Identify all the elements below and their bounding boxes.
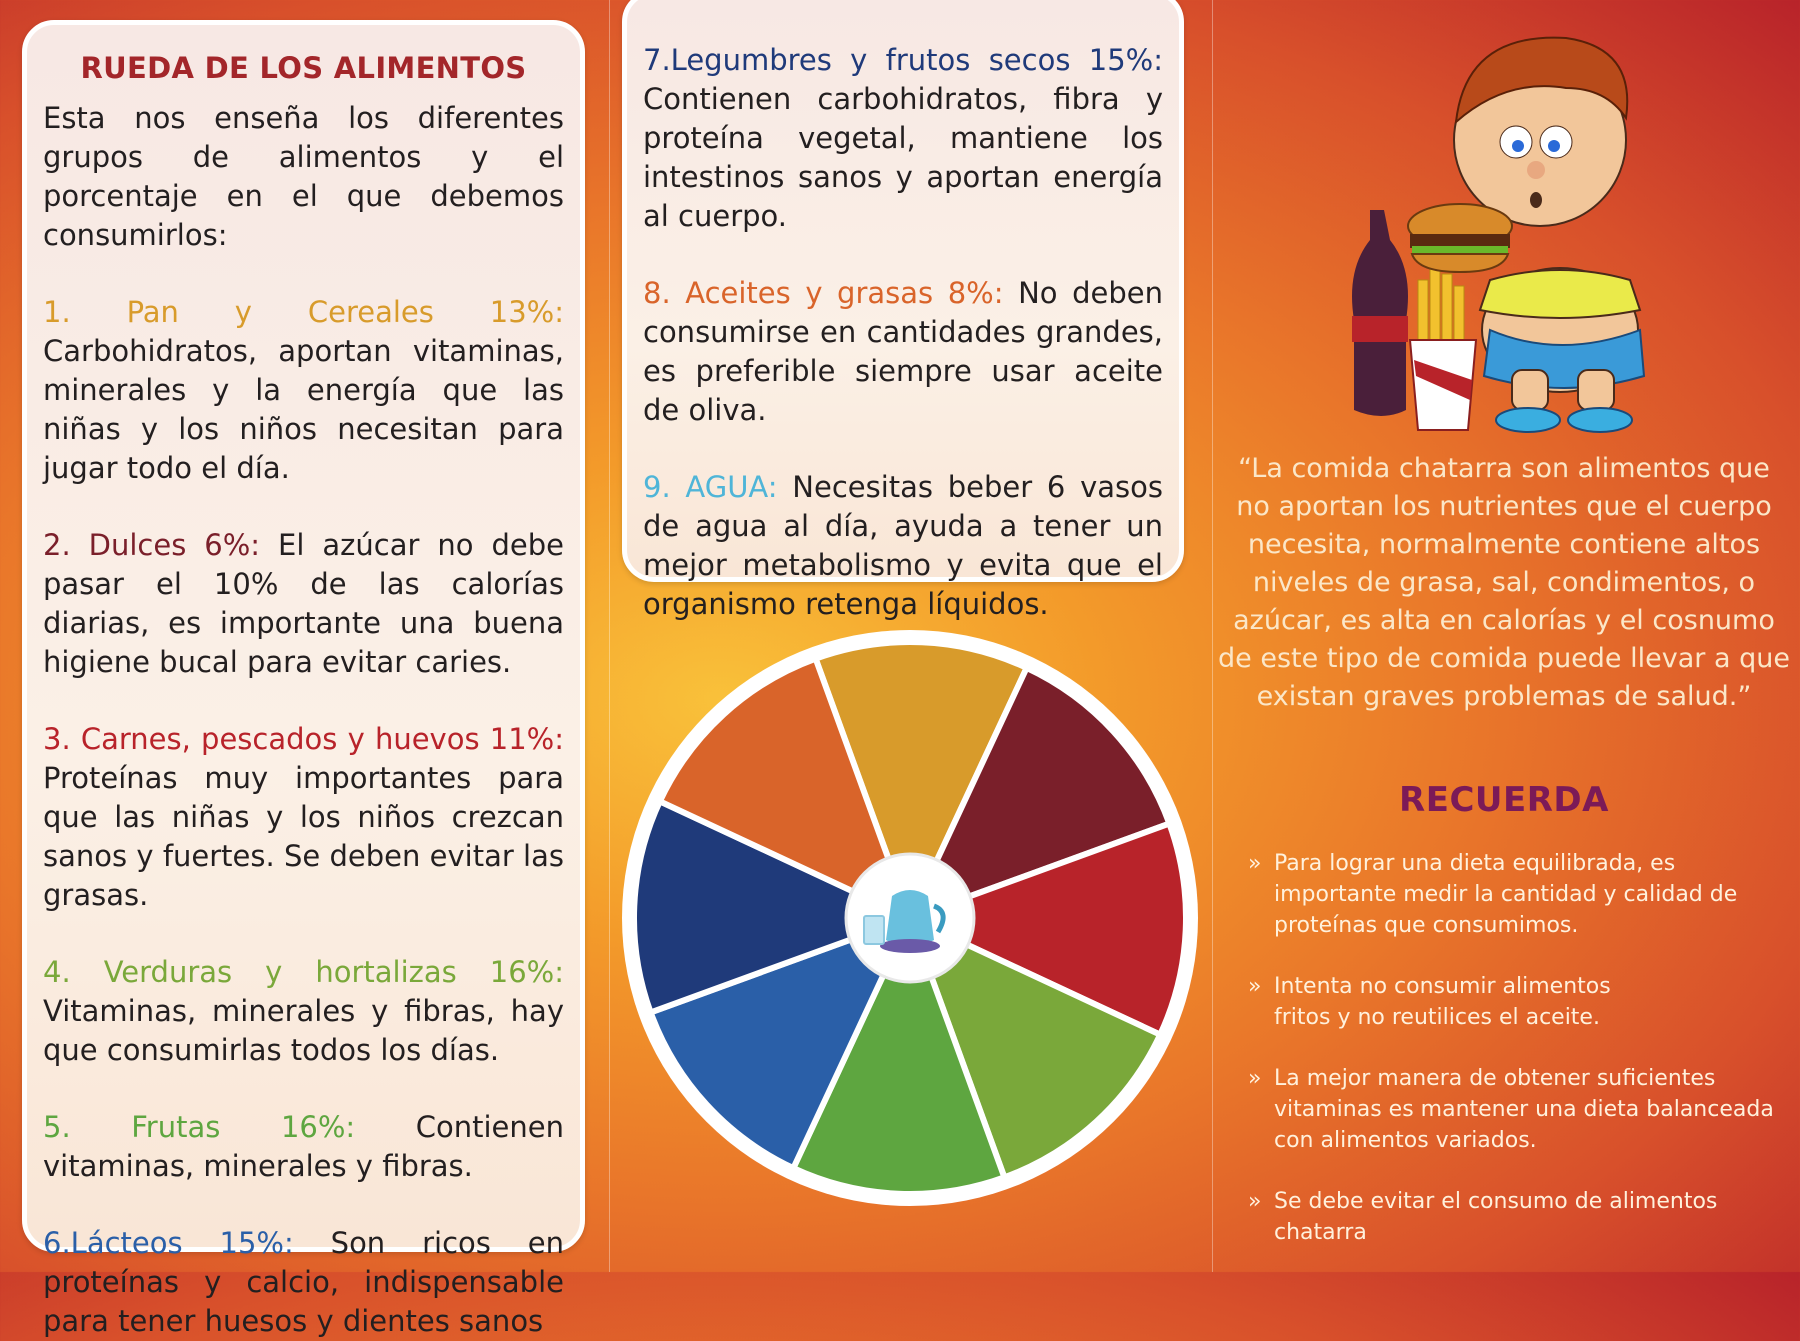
food-wheel-illustration <box>620 628 1200 1208</box>
food-group-aceites <box>643 274 1163 430</box>
food-group-label: 3. Carnes, pescados y huevos 11%: <box>43 722 564 756</box>
french-fries-icon <box>1410 268 1476 430</box>
fold-line-right <box>1212 0 1213 1272</box>
junk-food-kid-illustration <box>1330 30 1680 440</box>
food-group-text: Necesitas beber 6 vasos de agua al día, ayuda a tener un mejor metabolismo y evita que el organismo retenga líquidos. <box>643 470 1163 621</box>
food-group-label: 9. AGUA: <box>643 470 778 504</box>
food-group-dulces <box>43 526 564 682</box>
food-group-label: 1. Pan y Cereales 13%: <box>43 295 564 329</box>
food-group-legumbres <box>643 41 1163 236</box>
food-group-carnes <box>43 720 564 915</box>
recuerda-item <box>1248 848 1792 941</box>
food-group-label: 5. Frutas 16%: <box>43 1110 356 1144</box>
food-group-text: Vitaminas, minerales y fibras, hay que consumirlas todos los días. <box>43 994 564 1067</box>
food-group-verduras <box>43 953 564 1070</box>
food-group-text: Proteínas muy importantes para que las niñas y los niños crezcan sanos y fuertes. Se deben evitar las grasas. <box>43 761 564 912</box>
recuerda-item <box>1248 1186 1792 1248</box>
food-group-label: 4. Verduras y hortalizas 16%: <box>43 955 564 989</box>
junk-food-quote: “La comida chatarra son alimentos que no aportan los nutrientes que el cuerpo necesita, normalmente contiene altos niveles de grasa, sal, condimentos, o azúcar, es alta en calorías y el cosnumo de este tipo de comida puede llevar a que existan graves problemas de salud.” <box>1218 453 1790 712</box>
food-group-label: 7.Legumbres y frutos secos 15%: <box>643 43 1163 77</box>
food-group-frutas <box>43 1108 564 1186</box>
food-group-text: Contienen vitaminas, minerales y fibras. <box>43 1110 564 1183</box>
recuerda-section <box>1218 780 1790 820</box>
food-group-label: 2. Dulces 6%: <box>43 528 261 562</box>
middle-panel-card <box>622 0 1184 621</box>
food-group-text: Carbohidratos, aportan vitaminas, minerales y la energía que las niñas y los niños necesitan para jugar todo el día. <box>43 334 564 485</box>
hamburger-icon <box>1408 204 1512 272</box>
recuerda-item-text: Para lograr una dieta equilibrada, es importante medir la cantidad y calidad de proteínas que consumimos. <box>1274 851 1738 938</box>
right-panel <box>1218 450 1790 716</box>
food-group-text: Contienen carbohidratos, fibra y proteína vegetal, mantiene los intestinos sanos y aportan energía al cuerpo. <box>643 82 1163 233</box>
food-group-text: El azúcar no debe pasar el 10% de las calorías diarias, es importante una buena higiene bucal para evitar caries. <box>43 528 565 679</box>
food-group-pan <box>43 293 564 488</box>
intro-text: Esta nos enseña los diferentes grupos de alimentos y el porcentaje en el que debemos consumirlos: <box>43 101 564 252</box>
page-title: RUEDA DE LOS ALIMENTOS <box>80 51 527 85</box>
recuerda-item-text: Se debe evitar el consumo de alimentos chatarra <box>1274 1189 1718 1245</box>
fold-line-left <box>609 0 610 1272</box>
recuerda-item-text: La mejor manera de obtener suficientes vitaminas es mantener una dieta balanceada con alimentos variados. <box>1274 1066 1774 1153</box>
food-group-text: Son ricos en proteínas y calcio, indispensable para tener huesos y dientes sanos <box>43 1226 564 1338</box>
food-group-text: No deben consumirse en cantidades grandes, es preferible siempre usar aceite de oliva. <box>643 276 1163 427</box>
recuerda-list <box>1248 848 1792 1248</box>
food-group-label: 6.Lácteos 15%: <box>43 1226 294 1260</box>
recuerda-item-text: Intenta no consumir alimentos fritos y no reutilices el aceite. <box>1274 974 1611 1030</box>
recuerda-item <box>1248 971 1792 1033</box>
bullet-chevron-icon: » <box>1248 974 1262 999</box>
left-panel-card <box>22 20 585 1338</box>
bullet-chevron-icon: » <box>1248 1189 1262 1214</box>
soda-bottle-icon <box>1352 210 1408 416</box>
recuerda-item <box>1248 1063 1792 1156</box>
food-group-label: 8. Aceites y grasas 8%: <box>643 276 1004 310</box>
bullet-chevron-icon: » <box>1248 1066 1262 1091</box>
recuerda-title: RECUERDA <box>1399 780 1609 820</box>
food-group-agua <box>643 468 1163 624</box>
food-group-lacteos <box>43 1224 564 1341</box>
bullet-chevron-icon: » <box>1248 851 1262 876</box>
